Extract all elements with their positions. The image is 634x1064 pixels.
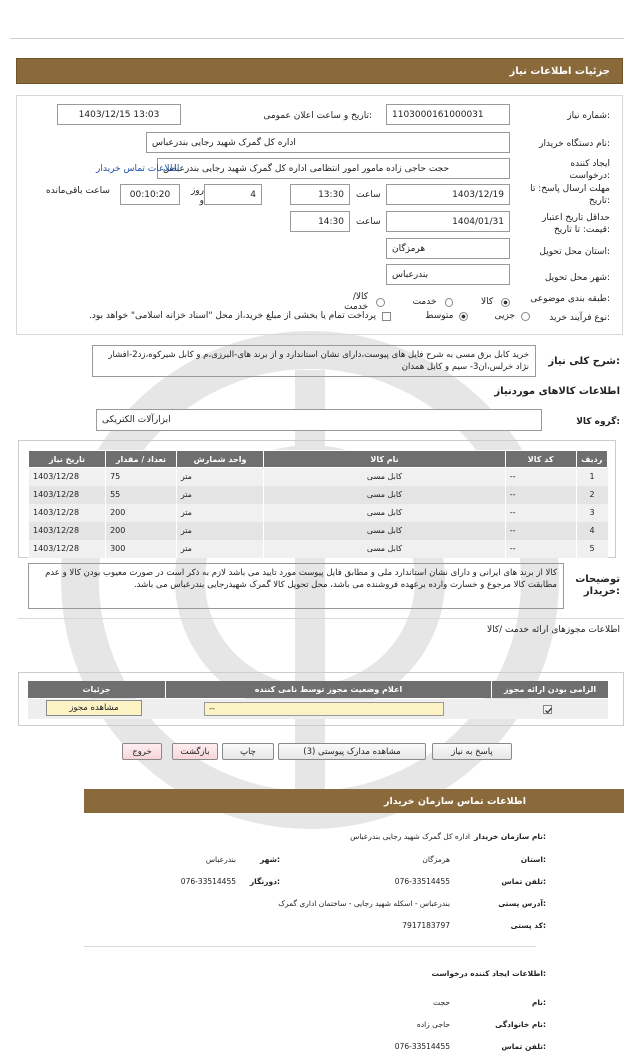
check-icon bbox=[544, 706, 553, 715]
cell-row: 2 bbox=[576, 486, 607, 504]
table-row bbox=[29, 522, 608, 540]
print-button[interactable]: چاپ bbox=[222, 743, 274, 760]
province-label: استان محل تحویل: bbox=[539, 247, 610, 257]
contact-postal-value: 7917183797 bbox=[402, 921, 450, 930]
process-label: نوع فرآیند خرید: bbox=[549, 313, 610, 323]
creator-family-label: نام خانوادگی: bbox=[495, 1020, 546, 1029]
days-count-field: 4 bbox=[204, 184, 262, 205]
remaining-label: ساعت باقی‌مانده bbox=[46, 186, 110, 196]
cell-unit: متر bbox=[176, 540, 263, 558]
contact-province-value: هرمزگان bbox=[422, 855, 450, 864]
reply-button[interactable]: پاسخ به نیاز bbox=[432, 743, 512, 760]
cell-unit: متر bbox=[176, 486, 263, 504]
view-documents-button[interactable]: مشاهده مدارک پیوستی (3) bbox=[278, 743, 426, 760]
cell-qty: 75 bbox=[106, 468, 177, 486]
page-title: جزئیات اطلاعات نیاز bbox=[509, 65, 610, 77]
cell-name: کابل مسی bbox=[264, 504, 505, 522]
contact-divider bbox=[84, 946, 536, 947]
city-field: بندرعباس bbox=[386, 264, 510, 285]
category-radio-service[interactable] bbox=[445, 298, 454, 307]
goods-group-field: ابزارآلات الکتریکی bbox=[96, 409, 542, 431]
cell-code: -- bbox=[505, 522, 576, 540]
need-number-field: 1103000161000031 bbox=[386, 104, 510, 125]
category-option-goods: کالا bbox=[481, 297, 494, 307]
contact-phone-label: تلفن تماس: bbox=[501, 877, 546, 886]
contact-phone-value: 076-33514455 bbox=[394, 877, 450, 886]
process-radio-medium[interactable] bbox=[459, 312, 468, 321]
cell-unit: متر bbox=[176, 504, 263, 522]
creator-name-label: نام: bbox=[531, 998, 546, 1007]
cell-name: کابل مسی bbox=[264, 540, 505, 558]
summary-text: خرید کابل برق مسی به شرح فایل های پیوست،دارای نشان استاندارد و از برند های-البرزی،م و کابل شیرکوه،زد2-افشار نژاد خرلس،ان3- سیم و کابل همدان bbox=[92, 345, 536, 377]
cell-name: کابل مسی bbox=[264, 522, 505, 540]
reply-time-field: 13:30 bbox=[290, 184, 350, 205]
buyer-org-field: اداره کل گمرک شهید رجایی بندرعباس bbox=[146, 132, 510, 153]
contact-fax-label: دورنگار: bbox=[249, 877, 280, 886]
cell-code: -- bbox=[505, 540, 576, 558]
permits-header bbox=[28, 681, 608, 698]
category-option-service: خدمت bbox=[412, 297, 437, 307]
cell-qty: 200 bbox=[106, 522, 177, 540]
col-date: تاریخ نیاز bbox=[29, 451, 106, 468]
cell-date: 1403/12/28 bbox=[29, 522, 106, 540]
col-name: نام کالا bbox=[264, 451, 505, 468]
permits-title: اطلاعات مجوزهای ارائه خدمت /کالا bbox=[486, 625, 620, 635]
permits-col-required: الزامی بودن ارائه مجوز bbox=[491, 681, 608, 698]
permits-col-status: اعلام وضعیت مجوز توسط نامی کننده bbox=[165, 681, 491, 698]
province-field: هرمزگان bbox=[386, 238, 510, 259]
cell-row: 3 bbox=[576, 504, 607, 522]
contact-address-value: بندرعباس - اسکله شهید رجایی - ساختمان اداری گمرک bbox=[278, 899, 450, 908]
permits-col-details: جزئیات bbox=[82, 685, 111, 694]
city-label: شهر محل تحویل: bbox=[544, 273, 610, 283]
table-row bbox=[29, 504, 608, 522]
category-option-both: کالا/خدمت bbox=[344, 292, 369, 312]
contact-title: اطلاعات تماس سازمان خریدار bbox=[383, 795, 526, 807]
creator-family-value: حاجی زاده bbox=[416, 1020, 450, 1029]
contact-org-label: نام سازمان خریدار: bbox=[474, 832, 546, 841]
category-radio-group bbox=[330, 292, 510, 312]
cell-date: 1403/12/28 bbox=[29, 468, 106, 486]
cell-code: -- bbox=[505, 504, 576, 522]
validity-date-field: 1404/01/31 bbox=[386, 211, 510, 232]
permit-status-field: -- bbox=[204, 702, 444, 716]
process-radio-minor[interactable] bbox=[521, 312, 530, 321]
creator-name-value: حجت bbox=[433, 998, 450, 1007]
cell-unit: متر bbox=[176, 522, 263, 540]
notes-divider bbox=[18, 618, 624, 619]
creator-info-title: اطلاعات ایجاد کننده درخواست: bbox=[431, 969, 546, 978]
buyer-org-label: نام دستگاه خریدار: bbox=[539, 139, 610, 149]
permit-required-checkbox[interactable] bbox=[543, 705, 552, 714]
cell-row: 1 bbox=[576, 468, 607, 486]
cell-date: 1403/12/28 bbox=[29, 486, 106, 504]
contact-header bbox=[84, 789, 624, 813]
contact-address-label: آدرس پستی: bbox=[498, 899, 546, 908]
buyer-notes-text: کالا از برند های ایرانی و دارای نشان استاندارد ملی و مطابق فایل پیوست مورد تایید می باشد لازم به ذکر است در صورت معیوب بودن کالا و عدم مطابقت کالا مرجوع و خسارت وارده برعهده فروشنده می باشد، محل تحویل کالا گمرک شهیدرجایی بندرعباس می باشد. bbox=[28, 563, 564, 609]
contact-city-value: بندرعباس bbox=[205, 855, 236, 864]
cell-date: 1403/12/28 bbox=[29, 540, 106, 558]
category-radio-both[interactable] bbox=[376, 298, 385, 307]
cell-code: -- bbox=[505, 468, 576, 486]
cell-name: کابل مسی bbox=[264, 468, 505, 486]
process-option-minor: جزیی bbox=[494, 311, 515, 321]
treasury-payment-checkbox[interactable] bbox=[382, 312, 391, 321]
table-row bbox=[29, 486, 608, 504]
reply-date-field: 1403/12/19 bbox=[386, 184, 510, 205]
creator-phone-value: 076-33514455 bbox=[394, 1042, 450, 1051]
announce-label: تاریخ و ساعت اعلان عمومی: bbox=[263, 111, 372, 121]
table-row bbox=[29, 468, 608, 486]
col-qty: تعداد / مقدار bbox=[106, 451, 177, 468]
cell-name: کابل مسی bbox=[264, 486, 505, 504]
cell-qty: 55 bbox=[106, 486, 177, 504]
contact-province-label: استان: bbox=[520, 855, 546, 864]
need-number-label: شماره نیاز: bbox=[567, 111, 610, 121]
summary-label: شرح کلی نیاز: bbox=[548, 356, 620, 367]
goods-group-label: گروه کالا: bbox=[576, 417, 620, 427]
col-row: ردیف bbox=[576, 451, 607, 468]
creator-label: ایجاد کننده درخواست: bbox=[569, 159, 610, 181]
buyer-contact-link[interactable]: اطلاعات تماس خریدار bbox=[96, 164, 180, 174]
exit-button[interactable]: خروج bbox=[122, 743, 162, 760]
announce-field: 1403/12/15 13:03 bbox=[57, 104, 181, 125]
buyer-notes-label: توضیحات خریدار: bbox=[575, 574, 620, 597]
reply-deadline-label: مهلت ارسال پاسخ: تا تاریخ: bbox=[530, 184, 610, 206]
remaining-field: 00:10:20 bbox=[120, 184, 180, 205]
category-radio-goods[interactable] bbox=[501, 298, 510, 307]
reply-time-label: ساعت bbox=[356, 190, 381, 200]
contact-postal-label: کد پستی: bbox=[510, 921, 546, 930]
validity-time-field: 14:30 bbox=[290, 211, 350, 232]
goods-table bbox=[28, 450, 608, 558]
cell-qty: 200 bbox=[106, 504, 177, 522]
contact-city-label: شهر: bbox=[260, 855, 280, 864]
cell-row: 5 bbox=[576, 540, 607, 558]
process-radio-group bbox=[396, 311, 530, 321]
col-code: کد کالا bbox=[505, 451, 576, 468]
cell-unit: متر bbox=[176, 468, 263, 486]
top-divider bbox=[10, 38, 624, 39]
cell-code: -- bbox=[505, 486, 576, 504]
page-header bbox=[16, 58, 623, 84]
payment-note: پرداخت تمام یا بخشی از مبلغ خرید،از محل "اسناد خزانه اسلامی" خواهد بود. bbox=[88, 311, 376, 321]
contact-org-value: اداره کل گمرک شهید رجایی بندرعباس bbox=[350, 832, 470, 841]
process-option-medium: متوسط bbox=[425, 311, 454, 321]
view-permit-button[interactable]: مشاهده مجوز bbox=[46, 700, 142, 716]
validity-label: حداقل تاریخ اعتبار قیمت: تا تاریخ: bbox=[542, 213, 610, 235]
days-label: روز و bbox=[190, 186, 204, 206]
cell-qty: 300 bbox=[106, 540, 177, 558]
back-button[interactable]: بازگشت bbox=[172, 743, 218, 760]
goods-section-title: اطلاعات کالاهای موردنیاز bbox=[494, 386, 620, 397]
creator-field: حجت حاجی زاده مامور امور انتظامی اداره کل گمرک شهید رجایی بندرعباس bbox=[157, 158, 510, 179]
creator-phone-label: تلفن تماس: bbox=[501, 1042, 546, 1051]
goods-table-header bbox=[29, 451, 608, 468]
validity-time-label: ساعت bbox=[356, 217, 381, 227]
cell-row: 4 bbox=[576, 522, 607, 540]
contact-fax-value: 076-33514455 bbox=[180, 877, 236, 886]
table-row bbox=[29, 540, 608, 558]
category-label: طبقه بندی موضوعی: bbox=[530, 294, 610, 304]
cell-date: 1403/12/28 bbox=[29, 504, 106, 522]
col-unit: واحد شمارش bbox=[176, 451, 263, 468]
